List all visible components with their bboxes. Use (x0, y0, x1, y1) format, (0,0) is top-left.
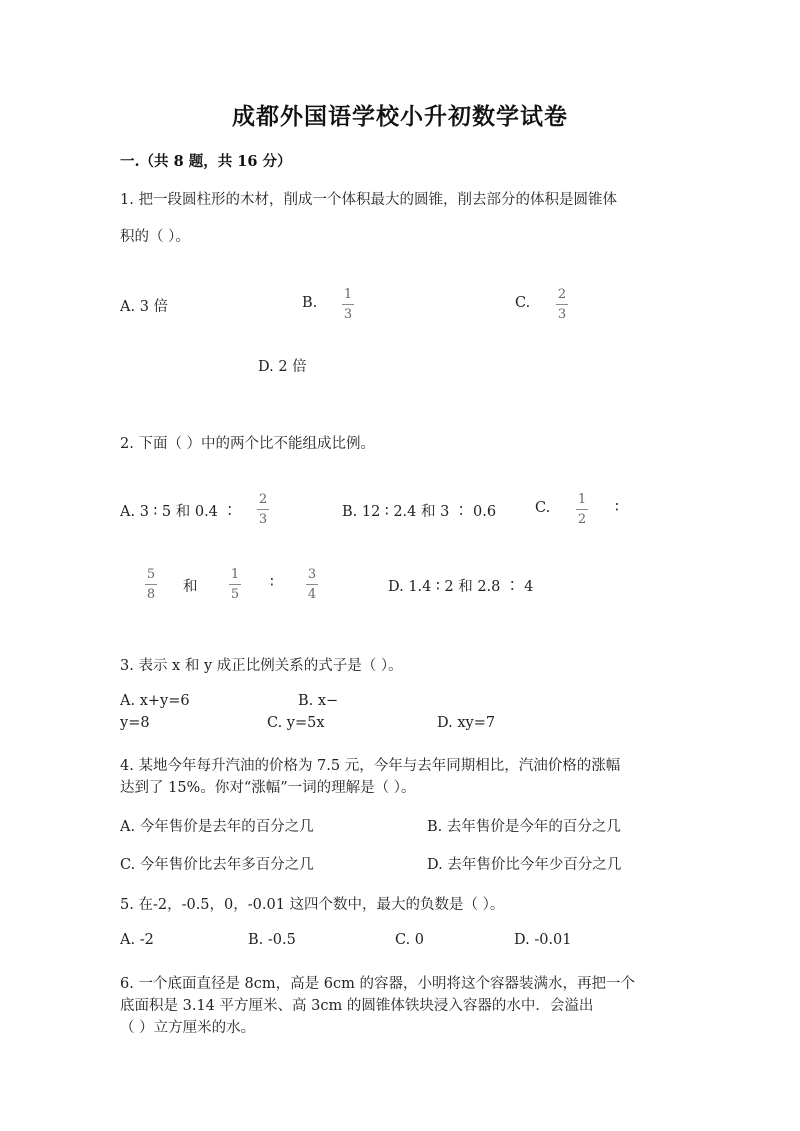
option-a: A. 今年售价是去年的百分之几 (120, 819, 314, 835)
question-text: 5. 在-2，-0.5，0，-0.01 这四个数中，最大的负数是（ ）。 (120, 897, 505, 913)
option-c: C. 今年售价比去年多百分之几 (120, 857, 314, 873)
fraction-numerator: 1 (577, 492, 587, 507)
ratio-colon: ∶ (270, 575, 274, 591)
option-c: C. (535, 500, 551, 516)
fraction-numerator: 2 (258, 492, 268, 507)
option-b: B. 12 ∶ 2.4 和 3 ∶ 0.6 (342, 504, 497, 520)
fraction (304, 568, 320, 601)
fraction (255, 493, 271, 526)
fraction-denominator: 4 (307, 587, 317, 602)
option-a: A. 3 ∶ 5 和 0.4 ∶ (120, 504, 238, 520)
option-b-cont: y=8 (120, 715, 150, 731)
option-d: D. xy=7 (437, 715, 496, 731)
fraction (574, 493, 590, 526)
option-b: B. -0.5 (248, 932, 296, 948)
fraction (227, 568, 243, 601)
fraction (143, 568, 159, 601)
option-a: A. 3 倍 (120, 299, 169, 315)
option-d: D. 2 倍 (258, 359, 307, 375)
question-text: 1. 把一段圆柱形的木材，削成一个体积最大的圆锥，削去部分的体积是圆锥体 (120, 192, 617, 208)
option-a: A. -2 (120, 932, 154, 948)
option-b: B. 去年售价是今年的百分之几 (427, 819, 621, 835)
option-d: D. -0.01 (514, 932, 572, 948)
option-c: C. 0 (395, 932, 425, 948)
question-text: 6. 一个底面直径是 8cm，高是 6cm 的容器，小明将这个容器装满水，再把一个 (120, 976, 635, 992)
fraction (340, 288, 356, 321)
option-c: C. y=5x (267, 715, 325, 731)
option-b: B. x− (298, 693, 339, 709)
and-word: 和 (183, 579, 198, 595)
option-c: C. (515, 295, 531, 311)
question-text: （ ）立方厘米的水。 (120, 1020, 256, 1036)
question-text: 4. 某地今年每升汽油的价格为 7.5 元，今年与去年同期相比，汽油价格的涨幅 (120, 758, 621, 774)
question-text: 2. 下面（ ）中的两个比不能组成比例。 (120, 436, 376, 452)
fraction-numerator: 1 (343, 287, 353, 302)
option-b: B. (302, 295, 318, 311)
fraction-numerator: 5 (146, 567, 156, 582)
fraction-numerator: 2 (557, 287, 567, 302)
fraction-denominator: 8 (146, 587, 156, 602)
fraction-denominator: 3 (343, 307, 353, 322)
fraction-denominator: 3 (557, 307, 567, 322)
fraction-denominator: 3 (258, 512, 268, 527)
section-header: 一.（共 8 题，共 16 分） (120, 153, 292, 170)
question-text: 底面积是 3.14 平方厘米、高 3cm 的圆锥体铁块浸入容器的水中．会溢出 (120, 998, 594, 1014)
page-title: 成都外国语学校小升初数学试卷 (232, 103, 568, 130)
fraction (554, 288, 570, 321)
question-text: 达到了 15%。你对“涨幅”一词的理解是（ ）。 (120, 780, 416, 796)
option-d: D. 1.4 ∶ 2 和 2.8 ∶ 4 (388, 579, 534, 595)
option-a: A. x+y=6 (120, 693, 190, 709)
fraction-denominator: 5 (230, 587, 240, 602)
fraction-numerator: 3 (307, 567, 317, 582)
option-d: D. 去年售价比今年少百分之几 (427, 857, 622, 873)
ratio-colon: ∶ (615, 500, 619, 516)
question-text: 3. 表示 x 和 y 成正比例关系的式子是（ ）。 (120, 658, 403, 674)
fraction-numerator: 1 (230, 567, 240, 582)
question-text: 积的（ ）。 (120, 229, 190, 245)
fraction-denominator: 2 (577, 512, 587, 527)
